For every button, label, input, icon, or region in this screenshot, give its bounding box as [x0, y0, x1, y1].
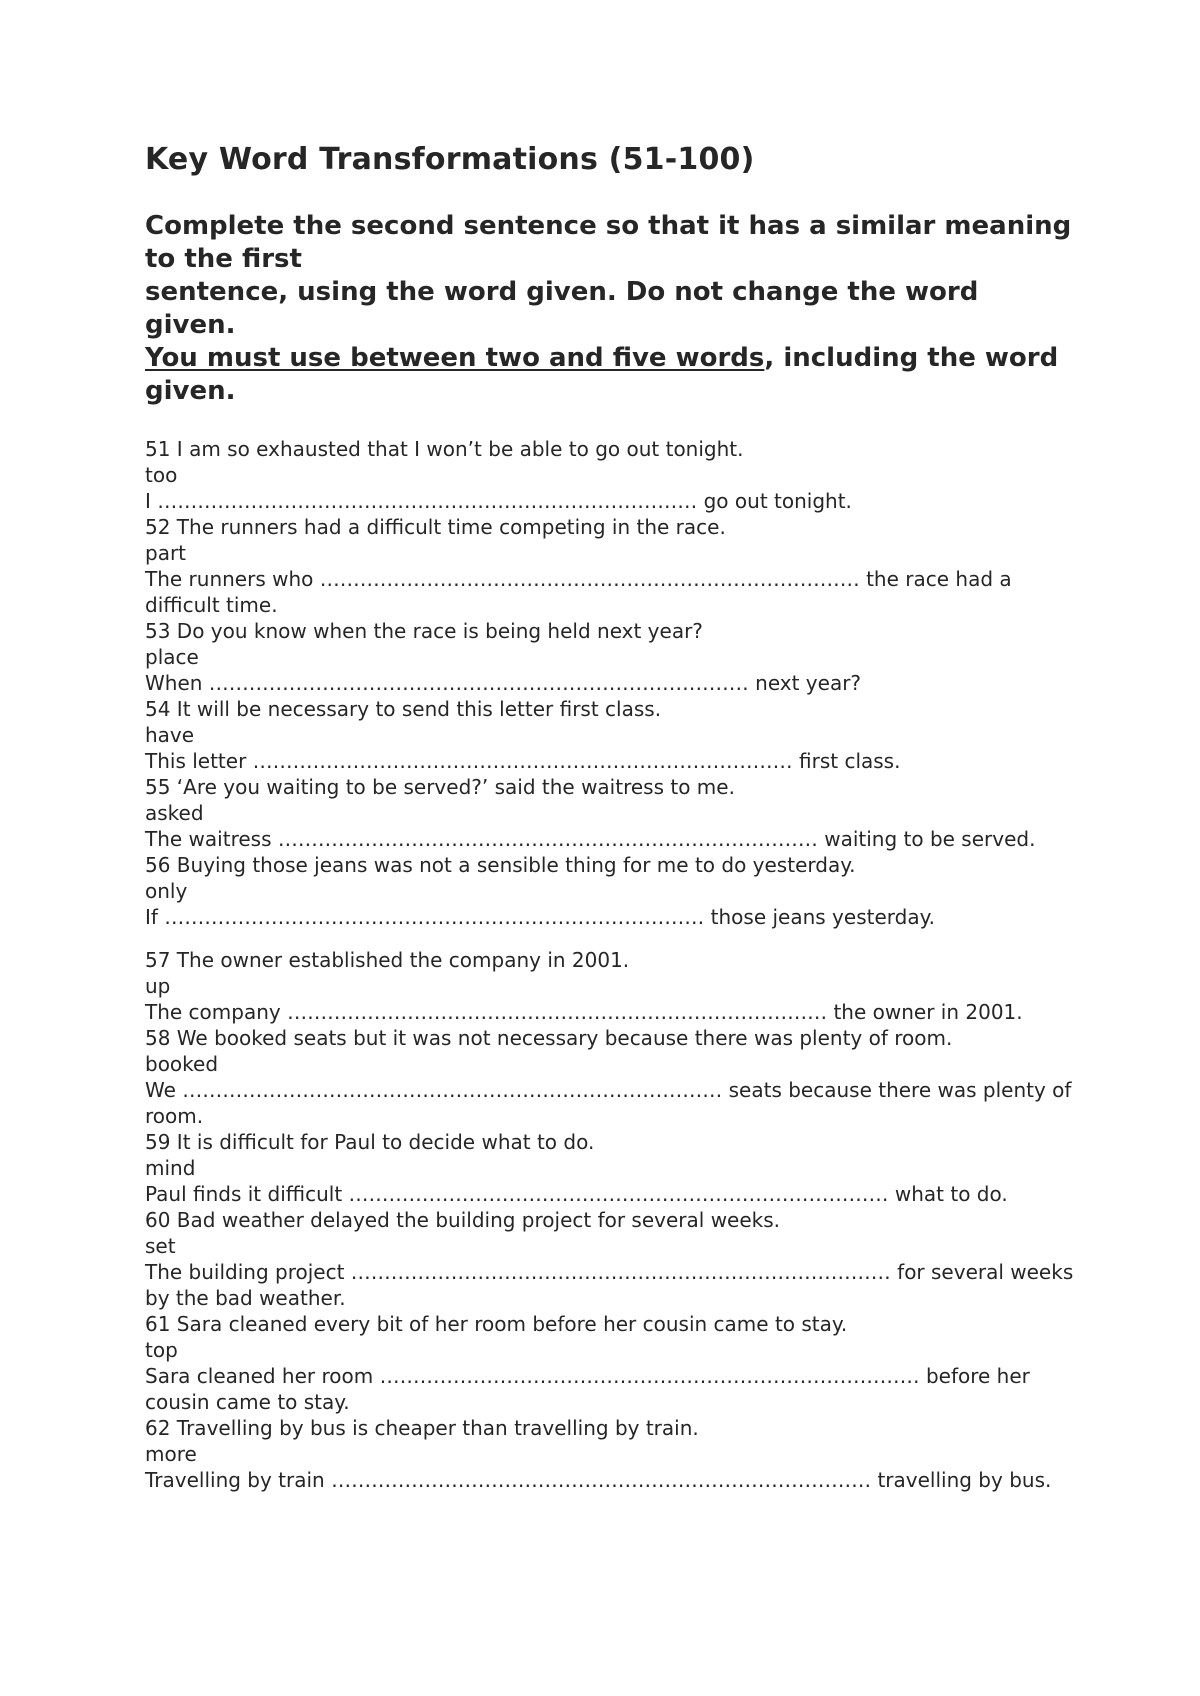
- key-word: top: [145, 1338, 178, 1362]
- exercise-item-61: [145, 1311, 1075, 1415]
- exercise-sentence: 51 I am so exhausted that I won’t be able to go out tonight.: [145, 437, 744, 461]
- exercise-sentence: 58 We booked seats but it was not necessary because there was plenty of room.: [145, 1026, 953, 1050]
- answer-line: Paul finds it difficult ……………………………………………………………………… what to do.: [145, 1182, 1008, 1206]
- exercise-sentence: 59 It is difficult for Paul to decide what to do.: [145, 1130, 595, 1154]
- exercise-sentence: 53 Do you know when the race is being held next year?: [145, 619, 703, 643]
- key-word: part: [145, 541, 187, 565]
- key-word: set: [145, 1234, 176, 1258]
- exercise-item-56: [145, 852, 1075, 930]
- exercise-item-55: [145, 774, 1075, 852]
- answer-line: When ……………………………………………………………………… next year?: [145, 671, 862, 695]
- key-word: mind: [145, 1156, 196, 1180]
- answer-line: The building project ……………………………………………………………………… for several weeks by the bad weather.: [145, 1260, 1074, 1310]
- exercise-sentence: 57 The owner established the company in 2001.: [145, 948, 630, 972]
- instructions-line-3-rest: , including the word given.: [145, 343, 1059, 406]
- answer-line: Sara cleaned her room ……………………………………………………………………… before her cousin came to stay.: [145, 1364, 1030, 1414]
- exercise-sentence: 55 ‘Are you waiting to be served?’ said the waitress to me.: [145, 775, 735, 799]
- exercise-sentence: 54 It will be necessary to send this letter first class.: [145, 697, 662, 721]
- exercise-item-60: [145, 1207, 1075, 1311]
- exercise-sentence: 61 Sara cleaned every bit of her room before her cousin came to stay.: [145, 1312, 848, 1336]
- instructions-line-1: Complete the second sentence so that it has a similar meaning to the first: [145, 211, 1072, 274]
- exercise-sentence: 56 Buying those jeans was not a sensible thing for me to do yesterday.: [145, 853, 856, 877]
- key-word: booked: [145, 1052, 219, 1076]
- key-word: have: [145, 723, 195, 747]
- answer-line: If ……………………………………………………………………… those jeans yesterday.: [145, 905, 935, 929]
- key-word: too: [145, 463, 178, 487]
- page-title: Key Word Transformations (51-100): [145, 142, 755, 177]
- answer-line: We ……………………………………………………………………… seats because there was plenty of room.: [145, 1078, 1072, 1128]
- exercise-list: [145, 436, 1075, 1493]
- answer-line: The company ……………………………………………………………………… the owner in 2001.: [145, 1000, 1023, 1024]
- key-word: more: [145, 1442, 197, 1466]
- exercise-item-54: [145, 696, 1075, 774]
- answer-line: This letter ……………………………………………………………………… first class.: [145, 749, 901, 773]
- key-word: only: [145, 879, 188, 903]
- instructions: [145, 210, 1075, 408]
- exercise-item-58: [145, 1025, 1075, 1129]
- answer-line: The runners who ……………………………………………………………………… the race had a difficult time.: [145, 567, 1012, 617]
- exercise-sentence: 62 Travelling by bus is cheaper than travelling by train.: [145, 1416, 699, 1440]
- exercise-item-59: [145, 1129, 1075, 1207]
- answer-line: The waitress ……………………………………………………………………… waiting to be served.: [145, 827, 1036, 851]
- answer-line: I ……………………………………………………………………… go out tonight.: [145, 489, 852, 513]
- answer-line: Travelling by train ……………………………………………………………………… travelling by bus.: [145, 1468, 1052, 1492]
- exercise-item-62: [145, 1415, 1075, 1493]
- exercise-sentence: 52 The runners had a difficult time competing in the race.: [145, 515, 726, 539]
- key-word: asked: [145, 801, 204, 825]
- exercise-item-53: [145, 618, 1075, 696]
- key-word: place: [145, 645, 199, 669]
- exercise-item-52: [145, 514, 1075, 618]
- instructions-line-2: sentence, using the word given. Do not change the word given.: [145, 277, 979, 340]
- exercise-item-57: [145, 947, 1075, 1025]
- instructions-line-3: [145, 342, 1075, 408]
- document-page: [145, 140, 1075, 1493]
- instructions-underlined: You must use between two and five words: [145, 343, 765, 373]
- key-word: up: [145, 974, 171, 998]
- exercise-sentence: 60 Bad weather delayed the building project for several weeks.: [145, 1208, 781, 1232]
- exercise-item-51: [145, 436, 1075, 514]
